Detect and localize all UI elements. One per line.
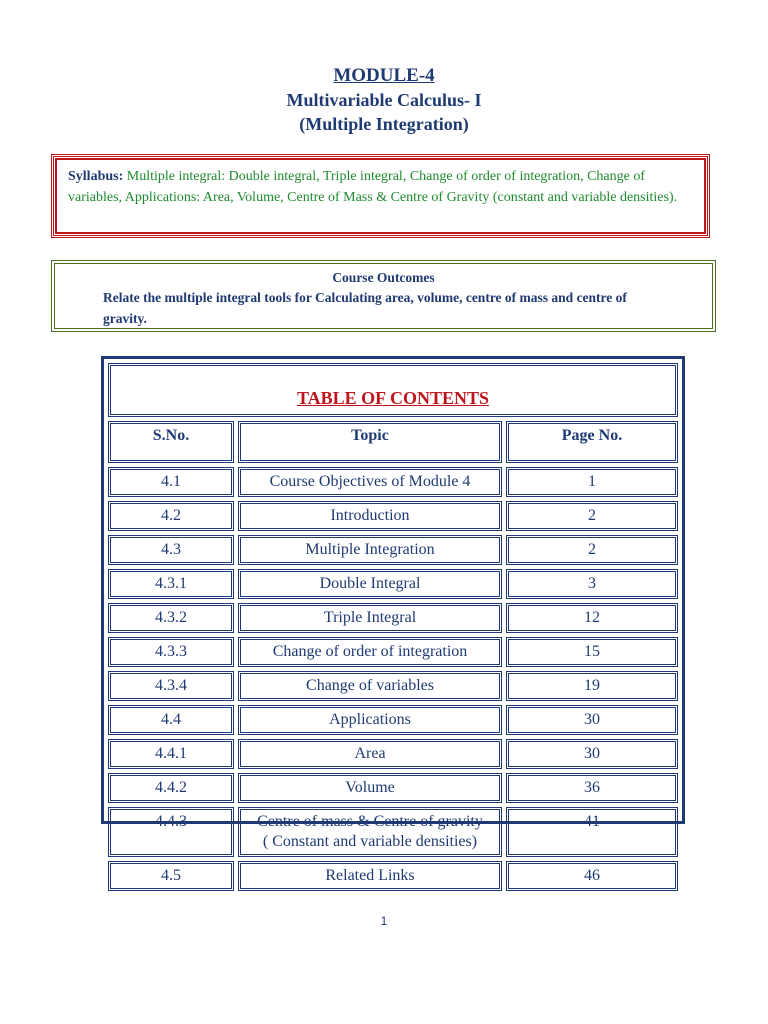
toc-topic <box>238 807 502 857</box>
toc-topic: Multiple Integration <box>238 535 502 565</box>
toc-page: 1 <box>506 467 678 497</box>
course-outcomes-title: Course Outcomes <box>332 270 435 285</box>
course-outcomes-box <box>51 260 716 332</box>
toc-topic: Introduction <box>238 501 502 531</box>
toc-sno: 4.3.2 <box>108 603 234 633</box>
syllabus-box <box>51 154 710 238</box>
table-row <box>108 739 678 769</box>
page-header <box>0 64 768 136</box>
table-row <box>108 671 678 701</box>
module-title: MODULE-4 <box>333 65 435 86</box>
toc-topic: Change of order of integration <box>238 637 502 667</box>
toc-page: 36 <box>506 773 678 803</box>
syllabus-text: Multiple integral: Double integral, Triple integral, Change of order of integration, Change of variables, Applications: Area, Volume, Centre of Mass & Centre of Gravity (constant and variable densities). <box>68 169 678 205</box>
course-outcomes-text: Relate the multiple integral tools for Calculating area, volume, centre of mass and centre of gravity. <box>103 290 627 326</box>
module-subtitle: (Multiple Integration) <box>299 114 469 134</box>
toc-header-topic: Topic <box>238 421 502 463</box>
table-row <box>108 807 678 857</box>
toc-sno: 4.3.3 <box>108 637 234 667</box>
toc-topic: Volume <box>238 773 502 803</box>
toc-topic: Change of variables <box>238 671 502 701</box>
table-row <box>108 569 678 599</box>
table-row <box>108 535 678 565</box>
toc-title: TABLE OF CONTENTS <box>296 388 490 408</box>
toc-title-cell <box>108 363 678 417</box>
toc-sno: 4.3 <box>108 535 234 565</box>
toc-page: 30 <box>506 739 678 769</box>
toc-header-row <box>108 421 678 463</box>
toc-topic: Area <box>238 739 502 769</box>
toc-page: 15 <box>506 637 678 667</box>
table-of-contents <box>101 356 685 884</box>
toc-page: 19 <box>506 671 678 701</box>
toc-sno: 4.4.1 <box>108 739 234 769</box>
page-number: 1 <box>380 914 388 928</box>
toc-topic-line1: Centre of mass & Centre of gravity <box>257 813 483 830</box>
table-row <box>108 773 678 803</box>
toc-topic: Course Objectives of Module 4 <box>238 467 502 497</box>
toc-topic-line2: ( Constant and variable densities) <box>262 833 478 850</box>
toc-sno: 4.3.4 <box>108 671 234 701</box>
toc-topic: Double Integral <box>238 569 502 599</box>
table-row <box>108 861 678 891</box>
toc-topic: Related Links <box>238 861 502 891</box>
table-row <box>108 603 678 633</box>
toc-page: 3 <box>506 569 678 599</box>
toc-table <box>104 359 682 895</box>
toc-sno: 4.3.1 <box>108 569 234 599</box>
toc-topic: Triple Integral <box>238 603 502 633</box>
table-row <box>108 501 678 531</box>
toc-page: 2 <box>506 501 678 531</box>
toc-page: 41 <box>506 807 678 857</box>
toc-sno: 4.1 <box>108 467 234 497</box>
toc-page: 30 <box>506 705 678 735</box>
toc-sno: 4.5 <box>108 861 234 891</box>
toc-sno: 4.4.3 <box>108 807 234 857</box>
toc-header-page: Page No. <box>506 421 678 463</box>
toc-sno: 4.4 <box>108 705 234 735</box>
syllabus-label: Syllabus: <box>68 169 124 184</box>
toc-page: 12 <box>506 603 678 633</box>
table-row <box>108 705 678 735</box>
table-row <box>108 637 678 667</box>
toc-topic: Applications <box>238 705 502 735</box>
toc-header-sno: S.No. <box>108 421 234 463</box>
module-subject: Multivariable Calculus- I <box>286 90 482 110</box>
toc-sno: 4.4.2 <box>108 773 234 803</box>
toc-page: 2 <box>506 535 678 565</box>
table-row <box>108 467 678 497</box>
toc-page: 46 <box>506 861 678 891</box>
toc-sno: 4.2 <box>108 501 234 531</box>
